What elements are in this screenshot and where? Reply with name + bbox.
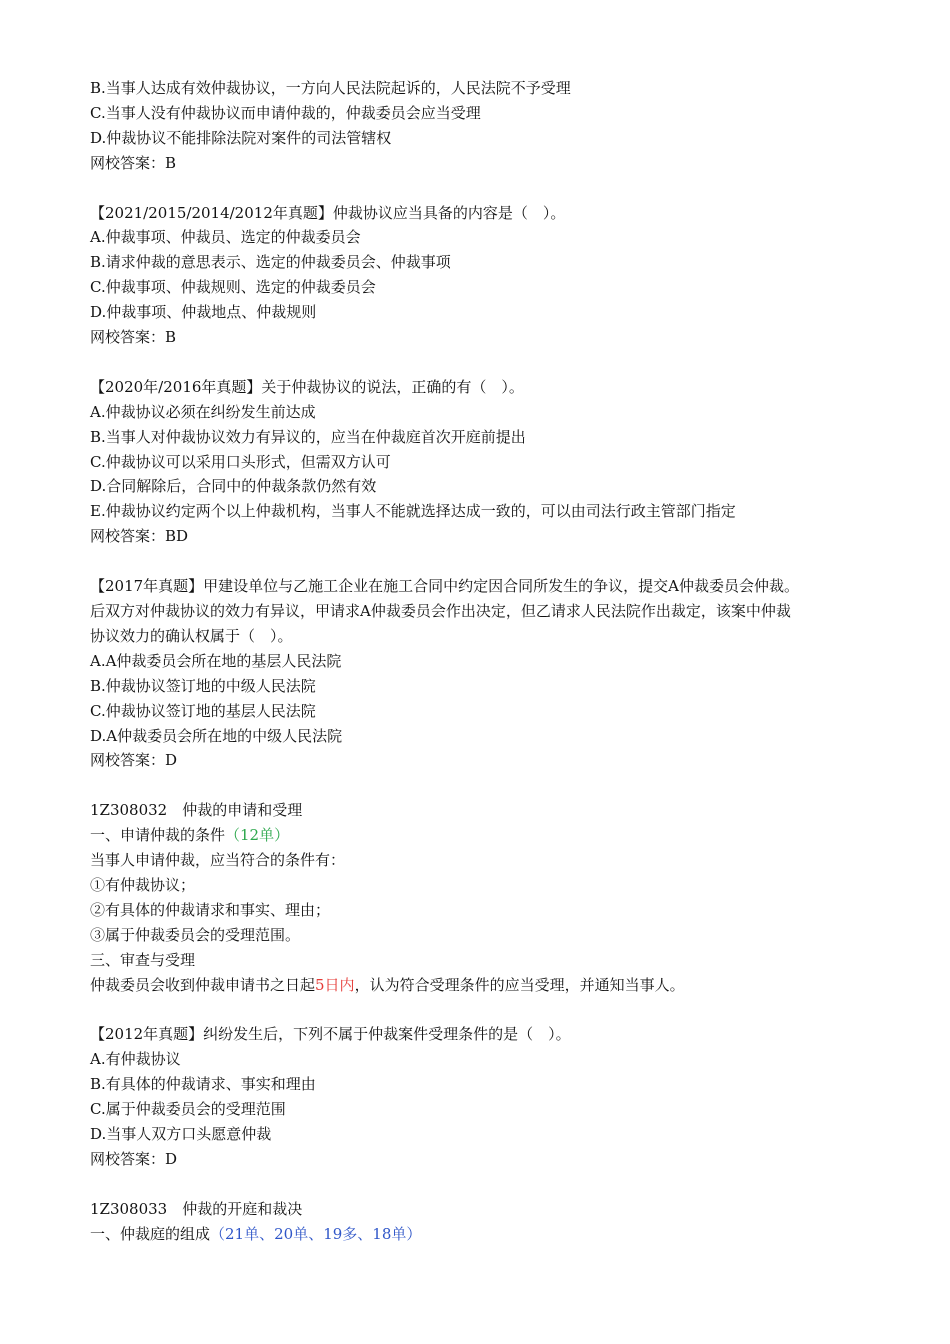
document-page (90, 76, 890, 1247)
answer: 网校答案：B (90, 328, 177, 347)
question-block-1 (90, 76, 890, 176)
option-c: C.属于仲裁委员会的受理范围 (90, 1100, 286, 1119)
question-stem-line: 【2017年真题】甲建设单位与乙施工企业在施工合同中约定因合同所发生的争议，提交A仲裁委员会仲裁。 (90, 577, 800, 596)
option-a: A.仲裁协议必须在纠纷发生前达成 (90, 402, 316, 421)
section-1z308032 (90, 798, 890, 997)
question-block-2 (90, 201, 890, 350)
answer: 网校答案：D (90, 751, 178, 770)
answer: 网校答案：D (90, 1149, 178, 1168)
highlight-deadline: 5日内 (315, 975, 355, 994)
option-d: D.仲裁事项、仲裁地点、仲裁规则 (90, 303, 317, 322)
option-b: B.请求仲裁的意思表示、选定的仲裁委员会、仲裁事项 (90, 253, 451, 272)
option-c: C.仲裁协议可以采用口头形式，但需双方认可 (90, 452, 391, 471)
option-b: B.有具体的仲裁请求、事实和理由 (90, 1075, 316, 1094)
condition-item: ①有仲裁协议； (90, 875, 196, 894)
conditions-intro: 当事人申请仲裁，应当符合的条件有： (90, 851, 346, 870)
option-c: C.仲裁协议签订地的基层人民法院 (90, 701, 316, 720)
option-e: E.仲裁协议约定两个以上仲裁机构，当事人不能就选择达成一致的，可以由司法行政主管部门指定 (90, 502, 736, 521)
option-c: C.仲裁事项、仲裁规则、选定的仲裁委员会 (90, 278, 376, 297)
section-1z308033 (90, 1197, 890, 1247)
subheading-text: 一、仲裁庭的组成 (90, 1224, 211, 1243)
review-text-post: ，认为符合受理条件的应当受理，并通知当事人。 (354, 975, 685, 994)
spacer (90, 997, 890, 1022)
question-block-3 (90, 375, 890, 549)
question-stem: 【2012年真题】纠纷发生后，下列不属于仲裁案件受理条件的是（ ）。 (90, 1025, 571, 1044)
option-d: D.仲裁协议不能排除法院对案件的司法管辖权 (90, 128, 392, 147)
option-c: C.当事人没有仲裁协议而申请仲裁的，仲裁委员会应当受理 (90, 103, 481, 122)
subheading-text: 一、申请仲裁的条件 (90, 826, 226, 845)
spacer (90, 773, 890, 798)
question-stem: 【2021/2015/2014/2012年真题】仲裁协议应当具备的内容是（ ）。 (90, 203, 566, 222)
spacer (90, 176, 890, 201)
exam-frequency-note: （12单） (225, 826, 290, 845)
option-d: D.合同解除后，合同中的仲裁条款仍然有效 (90, 477, 377, 496)
section-title: 1Z308033 仲裁的开庭和裁决 (90, 1199, 303, 1218)
option-b: B.当事人对仲裁协议效力有异议的，应当在仲裁庭首次开庭前提出 (90, 427, 526, 446)
question-stem: 【2020年/2016年真题】关于仲裁协议的说法，正确的有（ ）。 (90, 377, 524, 396)
option-d: D.当事人双方口头愿意仲裁 (90, 1124, 272, 1143)
section-title: 1Z308032 仲裁的申请和受理 (90, 801, 303, 820)
option-b: B.仲裁协议签订地的中级人民法院 (90, 676, 316, 695)
answer: 网校答案：B (90, 153, 177, 172)
exam-frequency-note: （21单、20单、19多、18单） (210, 1224, 422, 1243)
spacer (90, 1172, 890, 1197)
subheading-conditions (90, 823, 890, 848)
spacer (90, 350, 890, 375)
answer: 网校答案：BD (90, 527, 189, 546)
review-paragraph (90, 973, 890, 998)
review-text-pre: 仲裁委员会收到仲裁申请书之日起 (90, 975, 316, 994)
question-block-5 (90, 1022, 890, 1171)
subheading-tribunal (90, 1222, 890, 1247)
question-stem-line: 协议效力的确认权属于（ ）。 (90, 626, 293, 645)
subheading-review: 三、审查与受理 (90, 950, 196, 969)
option-d: D.A仲裁委员会所在地的中级人民法院 (90, 726, 343, 745)
option-b: B.当事人达成有效仲裁协议，一方向人民法院起诉的，人民法院不予受理 (90, 79, 571, 97)
option-a: A.仲裁事项、仲裁员、选定的仲裁委员会 (90, 228, 361, 247)
option-a: A.有仲裁协议 (90, 1050, 181, 1069)
condition-item: ③属于仲裁委员会的受理范围。 (90, 925, 301, 944)
condition-item: ②有具体的仲裁请求和事实、理由； (90, 900, 331, 919)
option-a: A.A仲裁委员会所在地的基层人民法院 (90, 651, 342, 670)
question-block-4 (90, 574, 890, 773)
question-stem-line: 后双方对仲裁协议的效力有异议，甲请求A仲裁委员会作出决定，但乙请求人民法院作出裁定，该案中仲裁 (90, 601, 791, 620)
spacer (90, 549, 890, 574)
